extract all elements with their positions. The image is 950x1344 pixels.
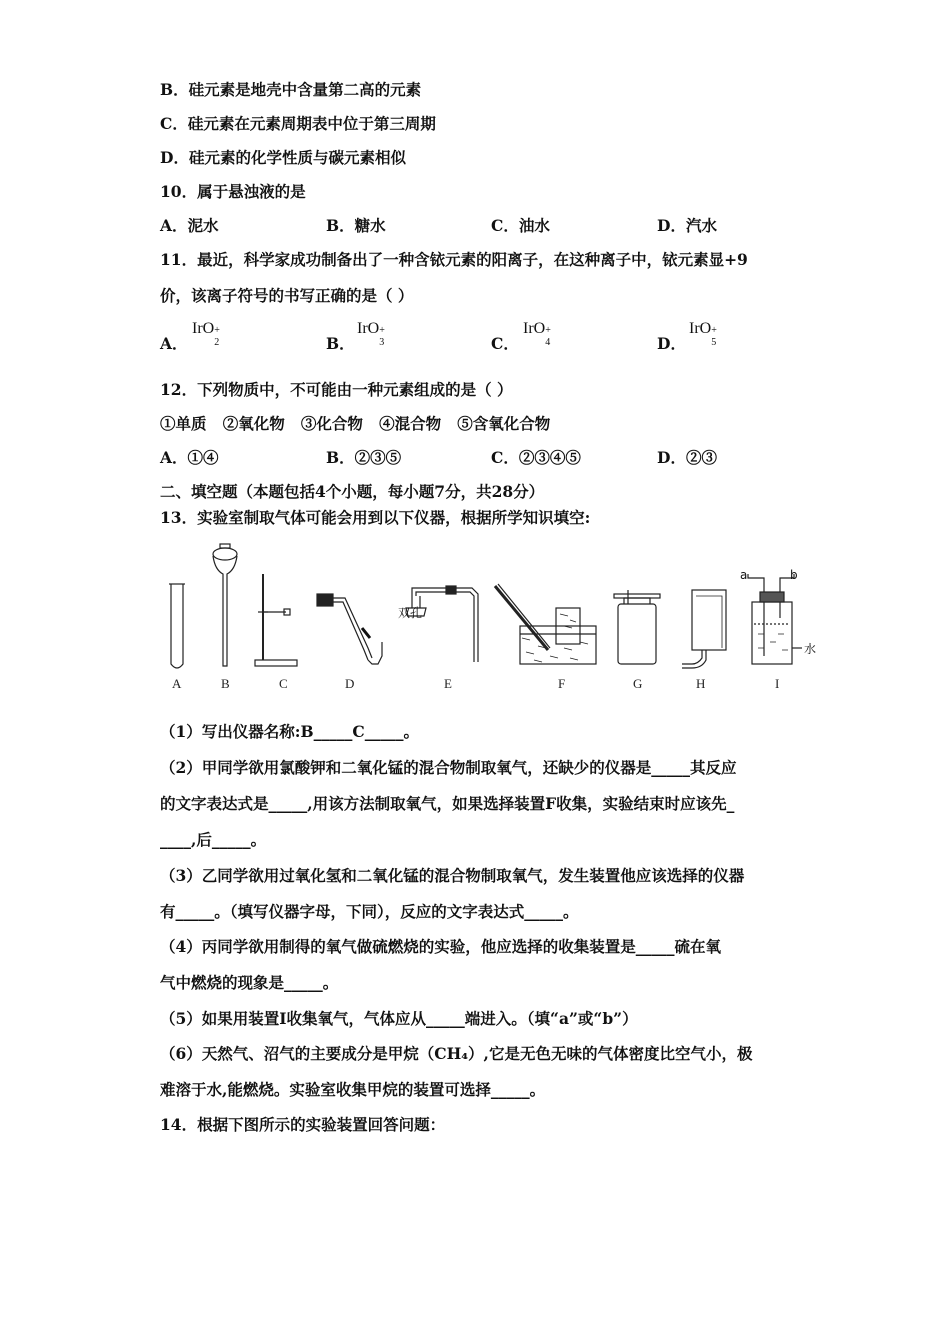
apparatus-c-iron-stand bbox=[255, 574, 297, 666]
apparatus-i-label-water: 水 bbox=[804, 642, 817, 656]
apparatus-h-u-tube bbox=[682, 590, 726, 668]
apparatus-a-test-tube bbox=[169, 584, 185, 668]
q13-part-2-line1: （2）甲同学欲用氯酸钾和二氧化锰的混合物制取氧气，还缺少的仪器是_____其反应 bbox=[160, 758, 737, 777]
q13-part-3-line2: 有_____。（填写仪器字母，下同），反应的文字表达式_____。 bbox=[160, 902, 579, 921]
q11-option-b-letter: B． bbox=[326, 334, 355, 353]
apparatus-label-a: A bbox=[172, 676, 182, 691]
apparatus-g-gas-bottle bbox=[614, 590, 660, 664]
apparatus-label-b: B bbox=[221, 676, 230, 691]
q13-part-2-line2: 的文字表达式是_____,用该方法制取氧气，如果选择装置F收集，实验结束时应该先_ bbox=[160, 794, 735, 813]
apparatus-label-c: C bbox=[279, 676, 288, 691]
q13-part-3-line1: （3）乙同学欲用过氧化氢和二氧化锰的混合物制取氧气，发生装置他应该选择的仪器 bbox=[160, 866, 745, 885]
apparatus-b-funnel bbox=[213, 544, 237, 666]
q14-stem: 14．根据下图所示的实验装置回答问题： bbox=[160, 1115, 446, 1134]
q12-option-b: B．②③⑤ bbox=[326, 448, 402, 467]
q11-option-b-formula: IrO + 3 bbox=[357, 320, 385, 348]
q10-option-a: A．泥水 bbox=[160, 216, 219, 235]
apparatus-i-label-b: b bbox=[790, 568, 798, 582]
q11-option-c-formula: IrO + 4 bbox=[523, 320, 551, 348]
q12-stem: 12．下列物质中，不可能由一种元素组成的是（ ） bbox=[160, 380, 513, 399]
apparatus-i-label-a: a bbox=[740, 568, 748, 582]
q11-option-c-letter: C． bbox=[491, 334, 519, 353]
q11-stem-line1: 11．最近，科学家成功制备出了一种含铱元素的阳离子，在这种离子中，铱元素显+9 bbox=[160, 250, 748, 269]
q9-option-c: C．硅元素在元素周期表中位于第三周期 bbox=[160, 114, 436, 133]
apparatus-label-d: D bbox=[345, 676, 355, 691]
apparatus-e-note: 双孔 bbox=[398, 606, 423, 620]
q10-option-d: D．汽水 bbox=[657, 216, 717, 235]
q9-option-b: B．硅元素是地壳中含量第二高的元素 bbox=[160, 80, 422, 99]
apparatus-label-e: E bbox=[444, 676, 452, 691]
q9-option-d: D．硅元素的化学性质与碳元素相似 bbox=[160, 148, 406, 167]
q12-option-c: C．②③④⑤ bbox=[491, 448, 581, 467]
q11-stem-line2: 价，该离子符号的书写正确的是（ ） bbox=[160, 286, 414, 305]
apparatus-i-wash-bottle bbox=[748, 574, 802, 664]
q13-stem: 13．实验室制取气体可能会用到以下仪器，根据所学知识填空: bbox=[160, 508, 591, 527]
apparatus-label-i: I bbox=[775, 676, 780, 691]
q11-option-d-formula: IrO + 5 bbox=[689, 320, 717, 348]
q13-part-4-line1: （4）丙同学欲用制得的氧气做硫燃烧的实验，他应选择的收集装置是_____硫在氧 bbox=[160, 937, 722, 956]
q12-option-d: D．②③ bbox=[657, 448, 717, 467]
q13-part-4-line2: 气中燃烧的现象是_____。 bbox=[160, 973, 339, 992]
apparatus-label-h: H bbox=[696, 676, 706, 691]
q12-option-a: A．①④ bbox=[160, 448, 219, 467]
apparatus-figure bbox=[150, 538, 830, 670]
q13-part-5: （5）如果用装置Ⅰ收集氧气，气体应从_____端进入。（填“a”或“b”） bbox=[160, 1009, 638, 1028]
q13-part-2-line3: ____,后_____。 bbox=[160, 830, 267, 849]
q10-stem: 10．属于悬浊液的是 bbox=[160, 182, 306, 201]
apparatus-e-two-hole-stopper bbox=[406, 586, 478, 662]
apparatus-label-g: G bbox=[633, 676, 643, 691]
q13-part-6-line1: （6）天然气、沼气的主要成分是甲烷（CH₄）,它是无色无味的气体密度比空气小，极 bbox=[160, 1044, 753, 1063]
q12-items: ①单质 ②氧化物 ③化合物 ④混合物 ⑤含氧化合物 bbox=[160, 414, 551, 433]
q10-option-c: C．油水 bbox=[491, 216, 550, 235]
q11-option-a-letter: A． bbox=[160, 334, 188, 353]
section-2-heading: 二、填空题（本题包括4个小题，每小题7分，共28分） bbox=[160, 482, 545, 501]
q11-option-d-letter: D． bbox=[657, 334, 686, 353]
q13-part-6-line2: 难溶于水,能燃烧。实验室收集甲烷的装置可选择_____。 bbox=[160, 1080, 546, 1099]
q10-option-b: B．糖水 bbox=[326, 216, 386, 235]
apparatus-d-bent-tube bbox=[317, 594, 382, 664]
q11-option-a-formula: IrO + 2 bbox=[192, 320, 220, 348]
q13-part-1: （1）写出仪器名称:B_____C_____。 bbox=[160, 722, 419, 741]
apparatus-f-water-trough bbox=[495, 584, 596, 664]
apparatus-label-f: F bbox=[558, 676, 566, 691]
